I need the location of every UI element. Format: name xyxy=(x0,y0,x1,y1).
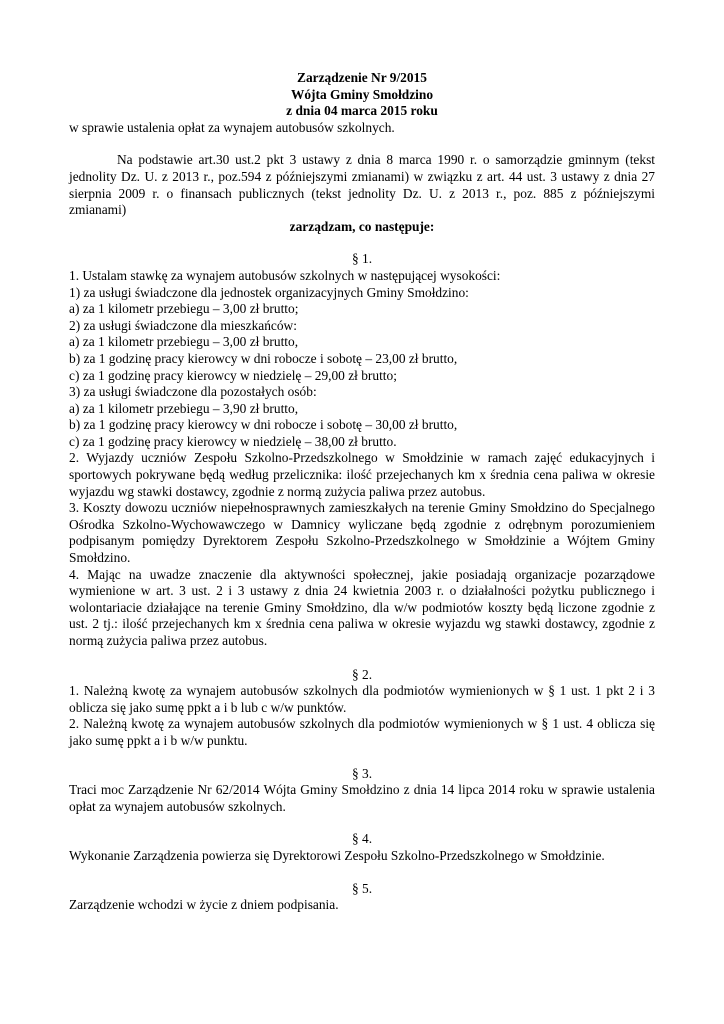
title-line-3: z dnia 04 marca 2015 roku xyxy=(286,103,438,119)
paragraph-line: 2) za usługi świadczone dla mieszkańców: xyxy=(69,317,297,333)
document-title xyxy=(69,70,655,120)
section-3 xyxy=(69,766,655,816)
paragraph-line: 1) za usługi świadczone dla jednostek organizacyjnych Gminy Smołdzino: xyxy=(69,284,469,300)
paragraph-line: c) za 1 godzinę pracy kierowcy w niedzielę – 29,00 zł brutto; xyxy=(69,367,397,383)
document-subject: w sprawie ustalenia opłat za wynajem autobusów szkolnych. xyxy=(69,119,395,135)
preamble-paragraph: Na podstawie art.30 ust.2 pkt 3 ustawy z dnia 8 marca 1990 r. o samorządzie gminnym (tekst jednolity Dz. U. z 2013 r., poz.594 z późniejszymi zmianami) w związku z art. 44 ust. 3 ustawy z dnia 27 sierpnia 2009 r. o finansach publicznych (tekst jednolity Dz. U. z 2013 r., poz. 885 z późniejszymi zmianami) xyxy=(69,152,655,218)
paragraph-line: b) za 1 godzinę pracy kierowcy w dni robocze i sobotę – 23,00 zł brutto, xyxy=(69,350,458,366)
paragraph-line: a) za 1 kilometr przebiegu – 3,00 zł brutto; xyxy=(69,301,299,317)
paragraph-line: b) za 1 godzinę pracy kierowcy w dni robocze i sobotę – 30,00 zł brutto, xyxy=(69,417,458,433)
section-mark: § 5. xyxy=(351,880,373,896)
title-line-1: Zarządzenie Nr 9/2015 xyxy=(297,70,427,85)
paragraph-line: Wykonanie Zarządzenia powierza się Dyrektorowi Zespołu Szkolno-Przedszkolnego w Smołdzinie. xyxy=(69,847,605,863)
section-mark: § 2. xyxy=(351,666,373,682)
paragraph-line: 4. Mając na uwadze znaczenie dla aktywności społecznej, jakie posiadają organizacje pozarządowe wymienione w art. 3 ust. 2 i 3 ustawy z dnia 24 kwietnia 2003 r. o działalności pożytku publicznego i wolontariacie działające na terenie Gminy Smołdzino, dla w/w podmiotów koszty będą liczone zgodnie z ust. 2 tj.: ilość przejechanych km x średnia cena paliwa w okresie wyjazdu wg stawki dostawcy, zgodnie z normą zużycia paliwa przez autobus. xyxy=(69,566,655,648)
paragraph-line: Traci moc Zarządzenie Nr 62/2014 Wójta Gminy Smołdzino z dnia 14 lipca 2014 roku w sprawie ustalenia opłat za wynajem autobusów szkolnych. xyxy=(69,782,655,814)
document-page xyxy=(69,70,655,914)
section-mark: § 3. xyxy=(351,765,373,781)
section-4 xyxy=(69,831,655,864)
section-2 xyxy=(69,667,655,750)
paragraph-line: 2. Wyjazdy uczniów Zespołu Szkolno-Przedszkolnego w Smołdzinie w ramach zajęć edukacyjnych i sportowych pokrywane będą według przelicznika: ilość przejechanych km x średnia cena paliwa w okresie wyjazdu wg stawki dostawcy, zgodnie z normą zużycia paliwa przez autobus. xyxy=(69,450,655,499)
paragraph-line: 2. Należną kwotę za wynajem autobusów szkolnych dla podmiotów wymienionych w § 1 ust. 4 oblicza się jako sumę ppkt a i b w/w punktu. xyxy=(69,716,655,748)
paragraph-line: 1. Ustalam stawkę za wynajem autobusów szkolnych w następującej wysokości: xyxy=(69,267,501,283)
section-mark: § 4. xyxy=(351,831,373,847)
paragraph-line: 3) za usługi świadczone dla pozostałych osób: xyxy=(69,384,317,400)
section-5 xyxy=(69,881,655,914)
section-mark: § 1. xyxy=(351,251,373,267)
title-line-2: Wójta Gminy Smołdzino xyxy=(290,86,434,102)
paragraph-line: c) za 1 godzinę pracy kierowcy w niedzielę – 38,00 zł brutto. xyxy=(69,433,397,449)
section-1 xyxy=(69,251,655,649)
decree-statement: zarządzam, co następuje: xyxy=(289,218,435,234)
paragraph-line: 3. Koszty dowozu uczniów niepełnosprawnych zamieszkałych na terenie Gminy Smołdzino do Specjalnego Ośrodka Szkolno-Wychowawczego w Damnicy wyliczane będą zgodnie z odrębnym porozumieniem podpisanym pomiędzy Dyrektorem Zespołu Szkolno-Przedszkolnego w Smołdzinie a Wójtem Gminy Smołdzino. xyxy=(69,500,655,566)
paragraph-line: 1. Należną kwotę za wynajem autobusów szkolnych dla podmiotów wymienionych w § 1 ust. 1 pkt 2 i 3 oblicza się jako sumę ppkt a i b lub c w/w punktów. xyxy=(69,683,655,715)
paragraph-line: Zarządzenie wchodzi w życie z dniem podpisania. xyxy=(69,897,339,913)
paragraph-line: a) za 1 kilometr przebiegu – 3,90 zł brutto, xyxy=(69,400,299,416)
paragraph-line: a) za 1 kilometr przebiegu – 3,00 zł brutto, xyxy=(69,334,299,350)
